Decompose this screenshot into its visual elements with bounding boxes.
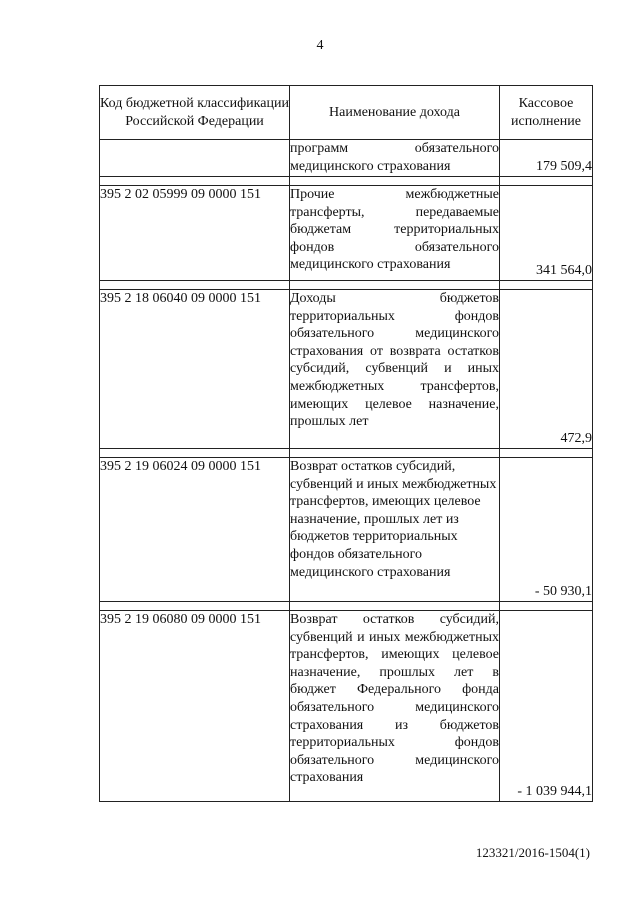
table-row [100, 458, 593, 602]
cell-amount: 472,9 [500, 290, 593, 449]
document-id: 123321/2016-1504(1) [475, 845, 590, 860]
table-row [100, 186, 593, 281]
cell-name: Прочие межбюджетные трансферты, передаваемые бюджетам территориальных фондов обязательного медицинского страхования [290, 186, 500, 281]
cell-amount: 179 509,4 [500, 140, 593, 177]
table-row [100, 140, 593, 177]
cell-amount: - 50 930,1 [500, 458, 593, 602]
cell-code: 395 2 19 06080 09 0000 151 [100, 611, 290, 802]
cell-amount: - 1 039 944,1 [500, 611, 593, 802]
cell-amount: 341 564,0 [500, 186, 593, 281]
row-gap [100, 281, 593, 290]
cell-code [100, 140, 290, 177]
row-gap [100, 177, 593, 186]
cell-name: Возврат остатков субсидий, субвенций и иных межбюджетных трансфертов, имеющих целевое назначение, прошлых лет из бюджетов территориальных фондов обязательного медицинского страхования [290, 458, 500, 602]
cell-code: 395 2 18 06040 09 0000 151 [100, 290, 290, 449]
table-row [100, 611, 593, 802]
row-gap [100, 449, 593, 458]
header-name: Наименование дохода [290, 86, 500, 140]
header-code: Код бюджетной классификации Российской Федерации [100, 86, 290, 140]
table-header-row [100, 86, 593, 140]
cell-code: 395 2 02 05999 09 0000 151 [100, 186, 290, 281]
row-gap [100, 602, 593, 611]
revenue-table [99, 85, 593, 802]
table-row [100, 290, 593, 449]
cell-name: программ обязательного медицинского страхования [290, 140, 500, 177]
cell-code: 395 2 19 06024 09 0000 151 [100, 458, 290, 602]
cell-name: Доходы бюджетов территориальных фондов обязательного медицинского страхования от возврата остатков субсидий, субвенций и иных межбюджетных трансфертов, имеющих целевое назначение, прошлых лет [290, 290, 500, 449]
header-amount: Кассовое исполнение [500, 86, 593, 140]
page-number: 4 [316, 38, 324, 53]
cell-name: Возврат остатков субсидий, субвенций и иных межбюджетных трансфертов, имеющих целевое назначение, прошлых лет в бюджет Федерального фонда обязательного медицинского страхования из бюджетов территориальных фондов обязательного медицинского страхования [290, 611, 500, 802]
